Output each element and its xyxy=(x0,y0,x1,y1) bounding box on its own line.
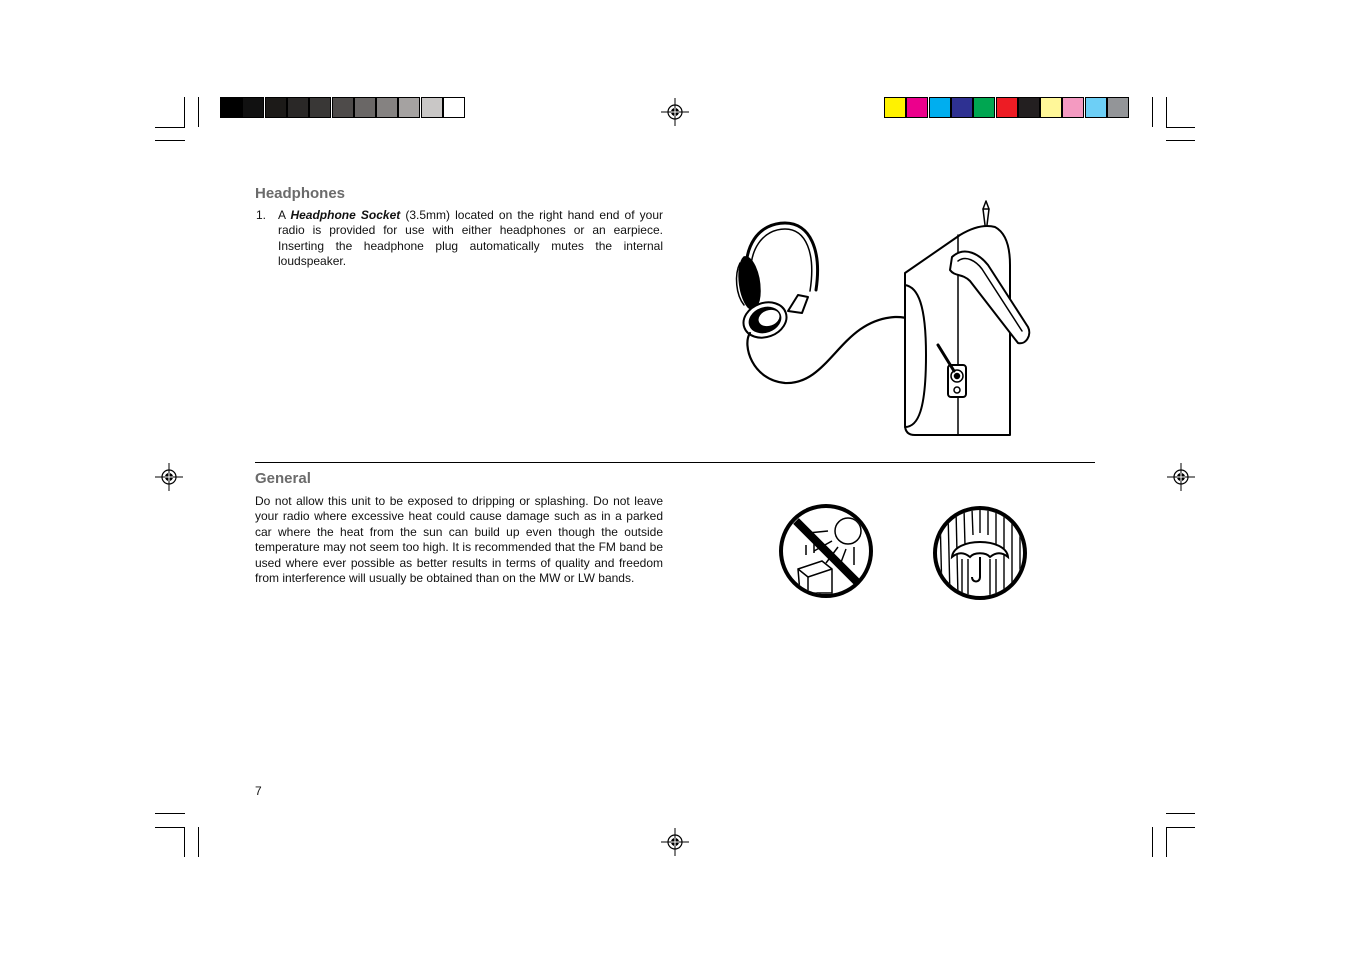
color-swatch xyxy=(309,97,331,118)
color-swatch xyxy=(884,97,906,118)
section-divider xyxy=(255,462,1095,463)
color-swatch xyxy=(398,97,420,118)
headphone-socket-emphasis: Headphone Socket xyxy=(290,208,401,222)
registration-mark-icon xyxy=(661,98,689,126)
color-swatch xyxy=(1107,97,1129,118)
color-swatch xyxy=(996,97,1018,118)
color-swatch xyxy=(929,97,951,118)
color-swatch xyxy=(354,97,376,118)
color-swatch xyxy=(421,97,443,118)
no-heat-warning-icon xyxy=(778,503,874,599)
registration-mark-icon xyxy=(661,828,689,856)
no-rain-warning-icon xyxy=(932,505,1028,601)
headphones-heading: Headphones xyxy=(255,185,346,202)
headphones-paragraph xyxy=(278,208,663,270)
registration-mark-icon xyxy=(155,463,183,491)
color-swatch xyxy=(1085,97,1107,118)
color-swatch xyxy=(287,97,309,118)
color-swatch xyxy=(951,97,973,118)
page-number: 7 xyxy=(255,784,262,798)
color-swatch xyxy=(220,97,242,118)
general-paragraph: Do not allow this unit to be exposed to dripping or splashing. Do not leave your radio where excessive heat could cause damage such as in a parked car where the heat from the sun can build up even though the outside temperature may not seem too high. It is recommended that the FM band be used where ever possible as better results in terms of quality and freedom from interference will usually be obtained than on the MW or LW bands. xyxy=(255,494,663,586)
headphones-radio-illustration xyxy=(730,195,1050,445)
color-swatch xyxy=(973,97,995,118)
general-heading: General xyxy=(255,470,311,487)
color-swatch xyxy=(332,97,354,118)
color-swatch xyxy=(906,97,928,118)
color-swatch xyxy=(443,97,465,118)
text-before: A xyxy=(278,208,291,222)
color-swatch xyxy=(242,97,264,118)
color-swatch xyxy=(376,97,398,118)
color-swatch xyxy=(1040,97,1062,118)
color-swatch xyxy=(1062,97,1084,118)
registration-mark-icon xyxy=(1167,463,1195,491)
list-item-number: 1. xyxy=(256,208,267,222)
text-after: (3.5mm) located on the right hand end of your radio is provided for use with either headphones or an earpiece. Inserting the headphone plug automatically mutes the internal loudspeaker. xyxy=(278,208,663,269)
color-swatch xyxy=(265,97,287,118)
color-swatch xyxy=(1018,97,1040,118)
